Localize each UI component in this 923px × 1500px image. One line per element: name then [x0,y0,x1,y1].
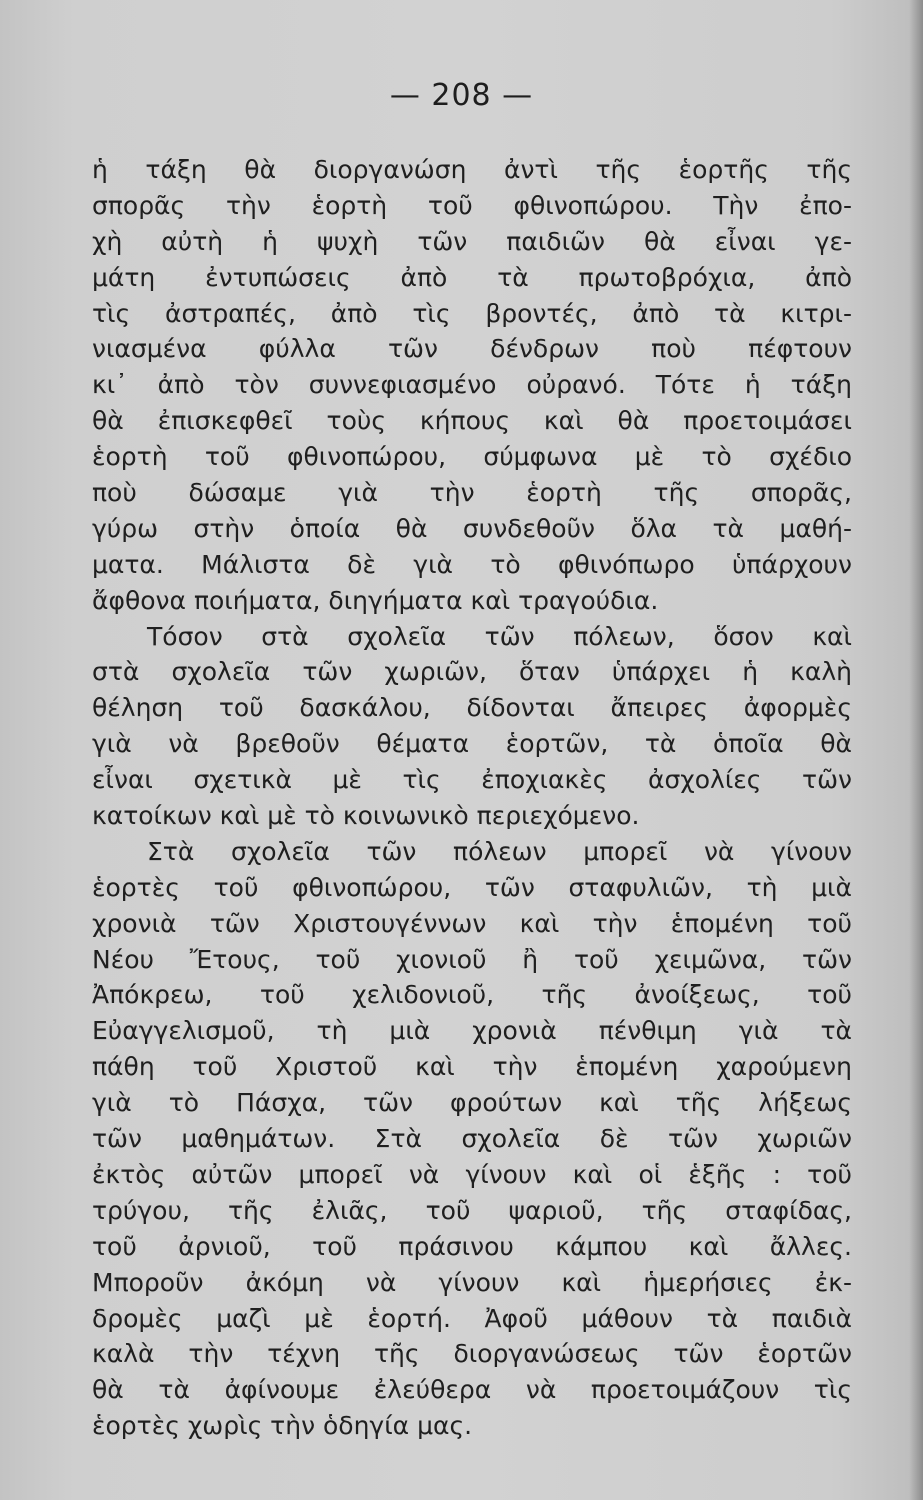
text-line: τὶς ἀστραπές, ἀπὸ τὶς βροντές, ἀπὸ τὰ κιτρι- [92,298,852,328]
text-line: ἑορτὴ τοῦ φθινοπώρου, σύμφωνα μὲ τὸ σχέδιο [92,442,852,472]
text-line: ποὺ δώσαμε γιὰ τὴν ἑορτὴ τῆς σπορᾶς, [92,478,852,508]
text-line: κατοίκων καὶ μὲ τὸ κοινωνικὸ περιεχόμενο. [92,801,640,831]
text-line: τοῦ ἀρνιοῦ, τοῦ πράσινου κάμπου καὶ ἄλλες. [92,1231,852,1261]
text-line: πάθη τοῦ Χριστοῦ καὶ τὴν ἑπομένη χαρούμενη [92,1052,852,1082]
text-line: νιασμένα φύλλα τῶν δένδρων ποὺ πέφτουν [92,334,852,364]
text-line: ἡ τάξη θὰ διοργανώση ἀντὶ τῆς ἑορτῆς τῆς [92,155,852,184]
text-line: καλὰ τὴν τέχνη τῆς διοργανώσεως τῶν ἑορτῶν [92,1339,852,1369]
text-line: Εὐαγγελισμοῦ, τὴ μιὰ χρονιὰ πένθιμη γιὰ τὰ [92,1016,852,1046]
text-line: ἑορτὲς τοῦ φθινοπώρου, τῶν σταφυλιῶν, τὴ μιὰ [92,872,852,902]
text-line: σπορᾶς τὴν ἑορτὴ τοῦ φθινοπώρου. Τὴν ἐπο- [92,190,852,220]
text-line: Νέου Ἔτους, τοῦ χιονιοῦ ἢ τοῦ χειμῶνα, τῶν [92,944,852,974]
page-edge-shadow [909,0,923,1500]
text-line: ματα. Μάλιστα δὲ γιὰ τὸ φθινόπωρο ὑπάρχουν [92,549,852,579]
text-line: θὰ ἐπισκεφθεῖ τοὺς κήπους καὶ θὰ προετοιμάσει [92,406,852,436]
text-line: στὰ σχολεῖα τῶν χωριῶν, ὅταν ὑπάρχει ἡ καλὴ [92,657,852,687]
text-line: εἶναι σχετικὰ μὲ τὶς ἐποχιακὲς ἀσχολίες τῶν [92,765,852,795]
text-line: γιὰ νὰ βρεθοῦν θέματα ἑορτῶν, τὰ ὁποῖα θὰ [92,729,852,759]
text-line: χὴ αὐτὴ ἡ ψυχὴ τῶν παιδιῶν θὰ εἶναι γε- [92,226,852,256]
text-line: ἄφθονα ποιήματα, διηγήματα καὶ τραγούδια. [92,585,659,615]
text-line: δρομὲς μαζὶ μὲ ἑορτή. Ἀφοῦ μάθουν τὰ παιδιὰ [92,1303,852,1333]
text-line: μάτη ἐντυπώσεις ἀπὸ τὰ πρωτοβρόχια, ἀπὸ [92,262,852,292]
text-line: κι᾽ ἀπὸ τὸν συννεφιασμένο οὐρανό. Τότε ἡ τάξη [92,370,852,400]
text-line: ἐκτὸς αὐτῶν μπορεῖ νὰ γίνουν καὶ οἱ ἑξῆς : τοῦ [92,1159,852,1189]
text-line: τρύγου, τῆς ἐλιᾶς, τοῦ ψαριοῦ, τῆς σταφίδας, [92,1195,852,1225]
text-line: Τόσον στὰ σχολεῖα τῶν πόλεων, ὅσον καὶ [147,621,852,651]
text-line: Στὰ σχολεῖα τῶν πόλεων μπορεῖ νὰ γίνουν [147,836,852,866]
text-line: γιὰ τὸ Πάσχα, τῶν φρούτων καὶ τῆς λήξεως [92,1088,852,1118]
page-number: — 208 — [389,78,534,113]
text-line: τῶν μαθημάτων. Στὰ σχολεῖα δὲ τῶν χωριῶν [92,1124,852,1154]
text-line: θέληση τοῦ δασκάλου, δίδονται ἄπειρες ἀφορμὲς [92,693,852,723]
text-line: Μποροῦν ἀκόμη νὰ γίνουν καὶ ἡμερήσιες ἐκ- [92,1267,852,1297]
text-line: γύρω στὴν ὁποία θὰ συνδεθοῦν ὅλα τὰ μαθή- [92,513,852,543]
body-text [92,152,852,1444]
text-line: χρονιὰ τῶν Χριστουγέννων καὶ τὴν ἑπομένη τοῦ [92,908,852,938]
text-line: ἑορτὲς χωρὶς τὴν ὁδηγία μας. [92,1411,473,1441]
text-line: Ἀπόκρεω, τοῦ χελιδονιοῦ, τῆς ἀνοίξεως, τοῦ [92,980,852,1010]
text-line: θὰ τὰ ἀφίνουμε ἐλεύθερα νὰ προετοιμάζουν τὶς [92,1375,852,1405]
